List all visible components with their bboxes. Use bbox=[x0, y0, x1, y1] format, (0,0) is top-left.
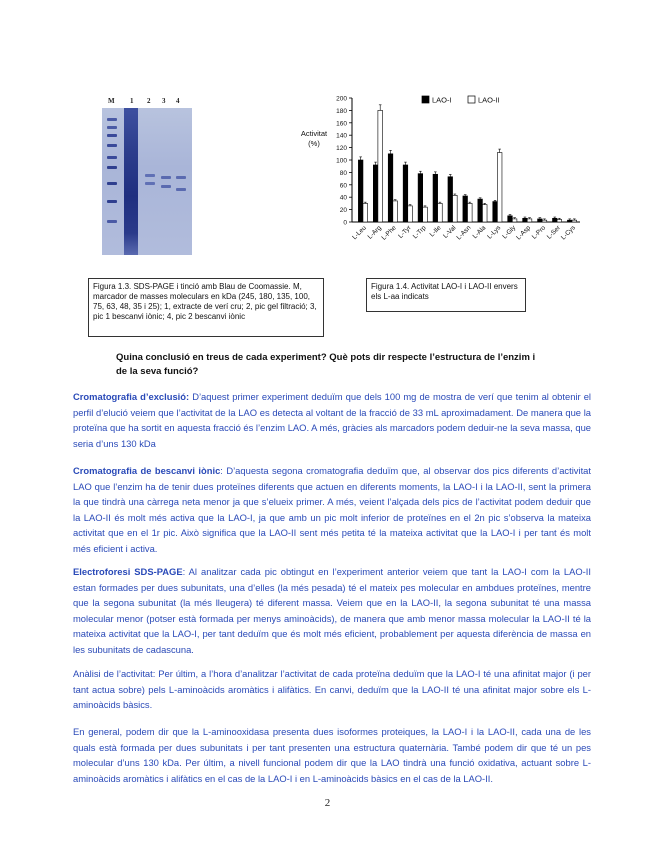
x-tick-label: L-Ser bbox=[545, 224, 563, 241]
bar-lao-i-l-arg bbox=[373, 165, 378, 222]
y-tick-label: 60 bbox=[339, 182, 347, 190]
bar-lao-ii-l-lys bbox=[497, 153, 502, 222]
figure-1-3-caption-box bbox=[88, 278, 324, 337]
paragraph-exclusion-chromatography bbox=[73, 389, 591, 451]
y-tick-label: 0 bbox=[343, 219, 347, 227]
bar-lao-i-l-asn bbox=[463, 196, 468, 222]
lao-activity-bar-chart bbox=[288, 86, 588, 286]
y-tick-label: 80 bbox=[339, 169, 347, 177]
legend-swatch-lao-i bbox=[422, 96, 429, 103]
bar-lao-i-l-cys bbox=[567, 220, 572, 222]
y-axis-label-unit: (%) bbox=[308, 139, 320, 148]
y-axis-label: Activitat bbox=[300, 129, 328, 138]
figure-1-4-caption-box bbox=[366, 278, 526, 312]
x-tick-label: L-Lys bbox=[486, 224, 503, 241]
gel-lane-ion-exchange-peak1 bbox=[160, 108, 172, 255]
paragraph-activity-analysis bbox=[73, 666, 591, 713]
bar-lao-ii-l-ser bbox=[557, 220, 562, 222]
legend-label-lao-ii: LAO-II bbox=[478, 95, 500, 105]
bar-lao-ii-l-leu bbox=[363, 203, 368, 222]
bar-lao-ii-l-phe bbox=[393, 201, 398, 222]
bar-lao-i-l-phe bbox=[388, 154, 393, 222]
page-number: 2 bbox=[324, 797, 331, 809]
gel-lane-marker bbox=[106, 108, 118, 255]
x-tick-label: L-Trp bbox=[411, 224, 428, 241]
gel-lane-crude-venom bbox=[124, 108, 138, 255]
x-tick-label: L-Val bbox=[442, 224, 458, 240]
x-tick-label: L-Asp bbox=[515, 224, 533, 242]
bar-lao-i-l-ser bbox=[553, 218, 558, 222]
figure-1-4-caption: Figura 1.4. Activitat LAO-I i LAO-II envers els L-aa indicats bbox=[371, 282, 518, 301]
lane-label-3: 3 bbox=[162, 97, 166, 105]
paragraph-body: En general, podem dir que la L-aminooxidasa presenta dues isoformes proteiques, la LAO-I i la LAO-II, cada una de les quals està formada per dues subunitats i per tant presenten una estructura quaternària. També podem dir que té un pes molecular d’uns 130 kDa. Per últim, a nivell funcional podem dir que la LAO tindrà una funció oxidativa, actuant sobre L-aminoàcids aromàtics i alifàtics en el cas de la LAO-I i en L-aminoàcids bàsics en el cas de la LAO-II. bbox=[73, 726, 591, 784]
paragraph-body: D’aquest primer experiment deduïm que dels 100 mg de mostra de verí que tenim al obtenir el perfil d’elució veiem que l’activitat de la LAO es detecta al voltant de la fracció de 33 mL aproximadament. De manera que la proteïna que ha sortit en aquesta fracció és l’enzim LAO. A més, gràcies als marcadors podem deduir-ne la seva massa, que seria d’uns 130 kDa bbox=[73, 391, 591, 449]
y-tick-label: 140 bbox=[336, 132, 347, 140]
bar-lao-ii-l-gly bbox=[512, 219, 517, 222]
y-tick-label: 40 bbox=[339, 194, 347, 202]
paragraph-heading: Electroforesi SDS-PAGE bbox=[73, 566, 183, 577]
bar-lao-i-l-lys bbox=[493, 202, 498, 222]
y-tick-label: 200 bbox=[336, 95, 347, 103]
lane-label-m: M bbox=[108, 97, 115, 105]
y-tick-label: 120 bbox=[336, 145, 347, 153]
paragraph-body: : D’aquesta segona cromatografia deduïm que, al observar dos pics diferents d’activitat LAO que l’enzim ha de tenir dues proteïnes diferents que actuen en diferents moments, la LAO-I i la LAO-II, sent la primera la que tindrà una càrrega neta menor ja que s’elueix primer. A més, veient l’alçada dels pics de l’activitat podem deduir que la LAO-II és molt més activa que la LAO-I, ja que amb un pic molt inferior de proteïnes en el 2n pic s’observa la mateixa activitat que en el 1r pic. Això significa que la LAO-II sent més petita té la mateixa activitat que la LAO-I i per tant és molt més eficient i activa. bbox=[73, 465, 591, 554]
paragraph-ion-exchange-chromatography bbox=[73, 463, 591, 557]
gel-lane-ion-exchange-peak2 bbox=[175, 108, 187, 255]
legend-label-lao-i: LAO-I bbox=[432, 95, 452, 105]
bar-lao-ii-l-cys bbox=[572, 220, 577, 222]
y-tick-label: 180 bbox=[336, 107, 347, 115]
bar-lao-ii-l-trp bbox=[423, 207, 428, 222]
bar-lao-i-l-val bbox=[448, 177, 453, 222]
bar-lao-i-l-ala bbox=[478, 199, 483, 222]
bar-lao-i-l-leu bbox=[358, 160, 363, 222]
paragraph-heading: Cromatografia d’exclusió: bbox=[73, 391, 190, 402]
x-tick-label: L-Ala bbox=[471, 224, 488, 241]
x-tick-label: L-Ile bbox=[428, 224, 443, 239]
bar-lao-ii-l-asp bbox=[527, 219, 532, 222]
lane-label-1: 1 bbox=[130, 97, 134, 105]
bar-lao-ii-l-tyr bbox=[408, 206, 413, 222]
paragraph-heading: Cromatografia de bescanvi iònic bbox=[73, 465, 221, 476]
x-tick-label: L-Pro bbox=[530, 224, 548, 241]
bar-lao-ii-l-val bbox=[453, 195, 458, 222]
paragraph-body: Anàlisi de l’activitat: Per últim, a l’hora d’analitzar l’activitat de cada proteïna deduïm que la LAO-I té una afinitat major (i per tant actua sobre) pels L-aminoàcids aromàtics i alifàtics. En canvi, deduïm que la LAO-II té una afinitat major sobre els L-aminoàcids bàsics. bbox=[73, 668, 591, 711]
bar-lao-i-l-asp bbox=[523, 218, 528, 222]
paragraph-body: : Al analitzar cada pic obtingut en l’experiment anterior veiem que tant la LAO-I com la LAO-II estan formades per dues subunitats, una d’elles (la més pesada) té el mateix pes molecular en ambdues proteïnes, mentre que la segona subunitat (la més lleugera) té diferent massa. Veiem que en la LAO-II, la segona subunitat té una massa molecular menor (potser està formada per menys aminoàcids), de manera que amb menor massa molecular la LAO-II té la mateixa activitat que la LAO-I, per tant deduïm que és molt més eficient, probablement per aquesta diferència de massa en les subunitats de cadascuna. bbox=[73, 566, 592, 655]
lane-label-2: 2 bbox=[147, 97, 151, 105]
question-text: Quina conclusió en treus de cada experiment? Què pots dir respecte l’estructura de l’enzim i de la seva funció? bbox=[116, 352, 536, 377]
y-tick-label: 100 bbox=[336, 157, 347, 165]
lane-label-4: 4 bbox=[176, 97, 180, 105]
x-tick-label: L-Asn bbox=[455, 224, 473, 242]
figure-1-3-caption: Figura 1.3. SDS-PAGE i tinció amb Blau de Coomassie. M, marcador de masses moleculars en kDa (245, 180, 135, 100, 75, 63, 48, 35 i 25); 1, extracte de verí cru; 2, pic gel filtració; 3, pic 1 bescanvi iònic; 4, pic 2 bescanvi iònic bbox=[93, 282, 317, 321]
bar-lao-i-l-ile bbox=[433, 174, 438, 222]
bar-lao-i-l-tyr bbox=[403, 165, 408, 222]
y-tick-label: 20 bbox=[339, 207, 347, 215]
bar-lao-ii-l-asn bbox=[468, 203, 473, 222]
legend-swatch-lao-ii bbox=[468, 96, 475, 103]
bar-lao-ii-l-pro bbox=[542, 220, 547, 222]
x-tick-label: L-Cys bbox=[559, 224, 577, 242]
paragraph-general-conclusion bbox=[73, 724, 591, 786]
bar-lao-ii-l-arg bbox=[378, 110, 383, 222]
y-tick-label: 160 bbox=[336, 120, 347, 128]
paragraph-sds-page bbox=[73, 564, 591, 658]
x-tick-label: L-Arg bbox=[366, 224, 383, 241]
gel-lane-gel-filtration bbox=[144, 108, 156, 255]
x-tick-label: L-Leu bbox=[351, 224, 368, 242]
x-tick-label: L-Tyr bbox=[397, 224, 413, 240]
bar-lao-ii-l-ala bbox=[482, 205, 487, 222]
bar-lao-i-l-pro bbox=[538, 219, 543, 222]
bar-lao-i-l-trp bbox=[418, 174, 423, 222]
x-tick-label: L-Phe bbox=[380, 224, 398, 242]
x-tick-label: L-Gly bbox=[501, 224, 518, 241]
bar-lao-ii-l-ile bbox=[438, 203, 443, 222]
bar-lao-i-l-gly bbox=[508, 216, 513, 222]
sds-page-gel-image bbox=[102, 108, 192, 255]
